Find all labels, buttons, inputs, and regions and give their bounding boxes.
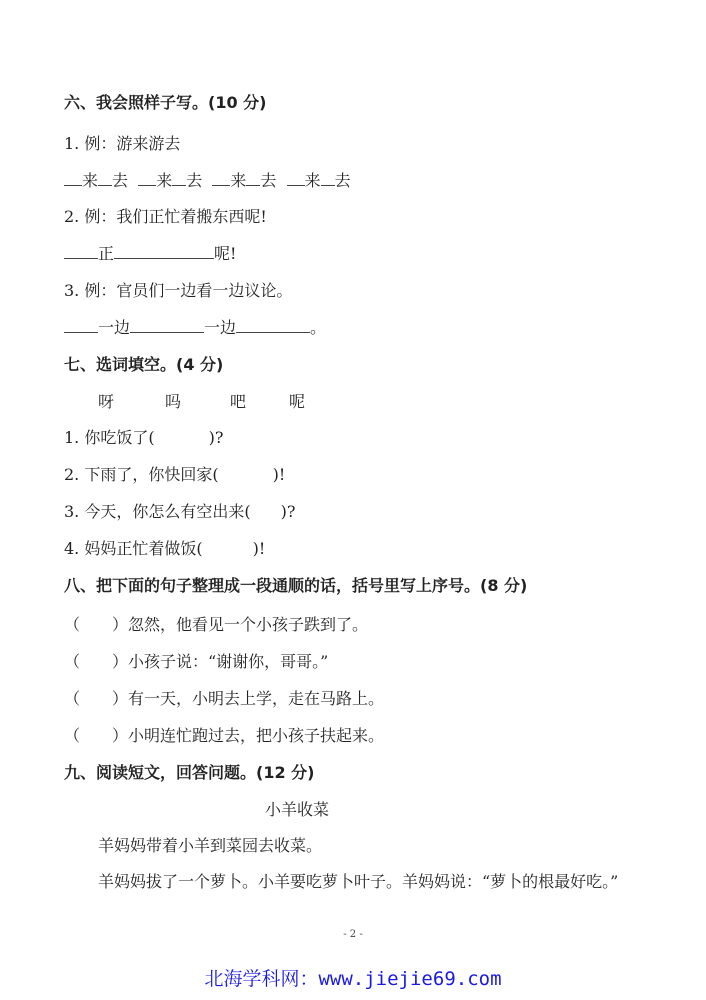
blank-word: 来 bbox=[230, 171, 247, 190]
blank-word: 来 bbox=[156, 171, 173, 190]
ordering-item: （ ）忽然，他看见一个小孩子跌到了。 bbox=[64, 615, 369, 634]
footer-site: 北海学科网： bbox=[204, 968, 319, 990]
question-4: 4. 妈妈正忙着做饭( )! bbox=[64, 539, 266, 558]
word-choice: 呀 bbox=[98, 392, 115, 411]
blank-word: 来 bbox=[82, 171, 99, 190]
blank-word: 一边 bbox=[204, 318, 237, 337]
example-3-text: 3. 例：官员们一边看一边议论。 bbox=[64, 281, 293, 300]
word-choice: 吗 bbox=[165, 392, 182, 411]
example-2-answer-line bbox=[64, 244, 236, 264]
question-1: 1. 你吃饭了( )? bbox=[64, 428, 224, 447]
ordering-item: （ ）小明连忙跑过去，把小孩子扶起来。 bbox=[64, 726, 385, 745]
page-number: - 2 - bbox=[343, 929, 363, 940]
blank-word: 正 bbox=[98, 244, 115, 263]
word-choice: 吧 bbox=[230, 392, 247, 411]
example-2-text: 2. 例：我们正忙着搬东西呢! bbox=[64, 207, 267, 226]
footer-watermark bbox=[0, 964, 706, 991]
blank-word: 去 bbox=[112, 171, 129, 190]
example-3-answer-line bbox=[64, 318, 326, 338]
blank-word: 。 bbox=[310, 318, 327, 337]
question-2: 2. 下雨了，你快回家( )! bbox=[64, 465, 286, 484]
passage-title: 小羊收菜 bbox=[265, 800, 330, 819]
passage-paragraph: 羊妈妈带着小羊到菜园去收菜。 bbox=[98, 836, 323, 855]
blank-word: 去 bbox=[334, 171, 351, 190]
blank-word: 去 bbox=[260, 171, 277, 190]
blank-word: 呢! bbox=[214, 244, 237, 263]
ordering-item: （ ）有一天，小明去上学，走在马路上。 bbox=[64, 689, 385, 708]
blank-word: 一边 bbox=[98, 318, 131, 337]
footer-url: www.jiejie69.com bbox=[318, 968, 502, 990]
word-choice: 呢 bbox=[289, 392, 306, 411]
example-1-answer-line bbox=[64, 171, 351, 191]
example-1-text: 1. 例：游来游去 bbox=[64, 134, 181, 153]
ordering-item: （ ）小孩子说：“谢谢你，哥哥。” bbox=[64, 652, 329, 671]
section-7-heading: 七、选词填空。(4 分) bbox=[64, 355, 224, 374]
section-8-heading: 八、把下面的句子整理成一段通顺的话，括号里写上序号。(8 分) bbox=[64, 576, 528, 595]
blank-word: 去 bbox=[186, 171, 203, 190]
question-3: 3. 今天，你怎么有空出来( )? bbox=[64, 502, 296, 521]
section-9-heading: 九、阅读短文，回答问题。(12 分) bbox=[64, 763, 315, 782]
passage-paragraph: 羊妈妈拔了一个萝卜。小羊要吃萝卜叶子。羊妈妈说：“萝卜的根最好吃。” bbox=[98, 872, 619, 891]
blank-word: 来 bbox=[304, 171, 321, 190]
section-6-heading: 六、我会照样子写。(10 分) bbox=[64, 93, 267, 112]
